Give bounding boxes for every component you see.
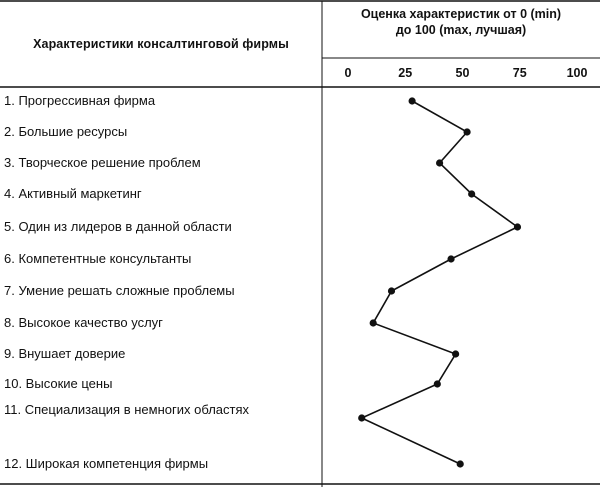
row-label: 8. Высокое качество услуг xyxy=(4,315,163,330)
row-label: 7. Умение решать сложные проблемы xyxy=(4,283,235,298)
x-tick-label: 0 xyxy=(344,66,352,80)
row-label: 6. Компетентные консультанты xyxy=(4,251,192,266)
data-point xyxy=(434,380,441,387)
row-label: 2. Большие ресурсы xyxy=(4,124,128,139)
data-point xyxy=(463,128,470,135)
row-label: 3. Творческое решение проблем xyxy=(4,155,201,170)
data-point xyxy=(370,319,377,326)
scale-header-line1: Оценка характеристик от 0 (min) xyxy=(360,7,562,21)
row-label: 4. Активный маркетинг xyxy=(4,186,142,201)
data-point xyxy=(447,255,454,262)
data-points xyxy=(358,97,521,467)
x-tick-label: 75 xyxy=(512,66,527,80)
row-label: 11. Специализация в немногих областях xyxy=(4,402,250,417)
data-point xyxy=(409,97,416,104)
data-point xyxy=(388,287,395,294)
row-label: 12. Широкая компетенция фирмы xyxy=(4,456,209,471)
characteristics-header: Характеристики консалтинговой фирмы xyxy=(33,36,289,51)
row-label: 9. Внушает доверие xyxy=(4,346,126,361)
data-point xyxy=(436,159,443,166)
data-point xyxy=(468,190,475,197)
data-point xyxy=(358,414,365,421)
x-tick-label: 25 xyxy=(398,66,413,80)
row-label: 5. Один из лидеров в данной области xyxy=(4,219,232,234)
x-tick-label: 50 xyxy=(455,66,470,80)
row-label: 10. Высокие цены xyxy=(4,376,113,391)
x-tick-label: 100 xyxy=(566,66,588,80)
scale-header-line2: до 100 (max, лучшая) xyxy=(395,23,527,37)
data-point xyxy=(452,350,459,357)
data-point xyxy=(514,223,521,230)
row-label: 1. Прогрессивная фирма xyxy=(4,93,156,108)
profile-line xyxy=(362,101,518,464)
data-point xyxy=(457,460,464,467)
